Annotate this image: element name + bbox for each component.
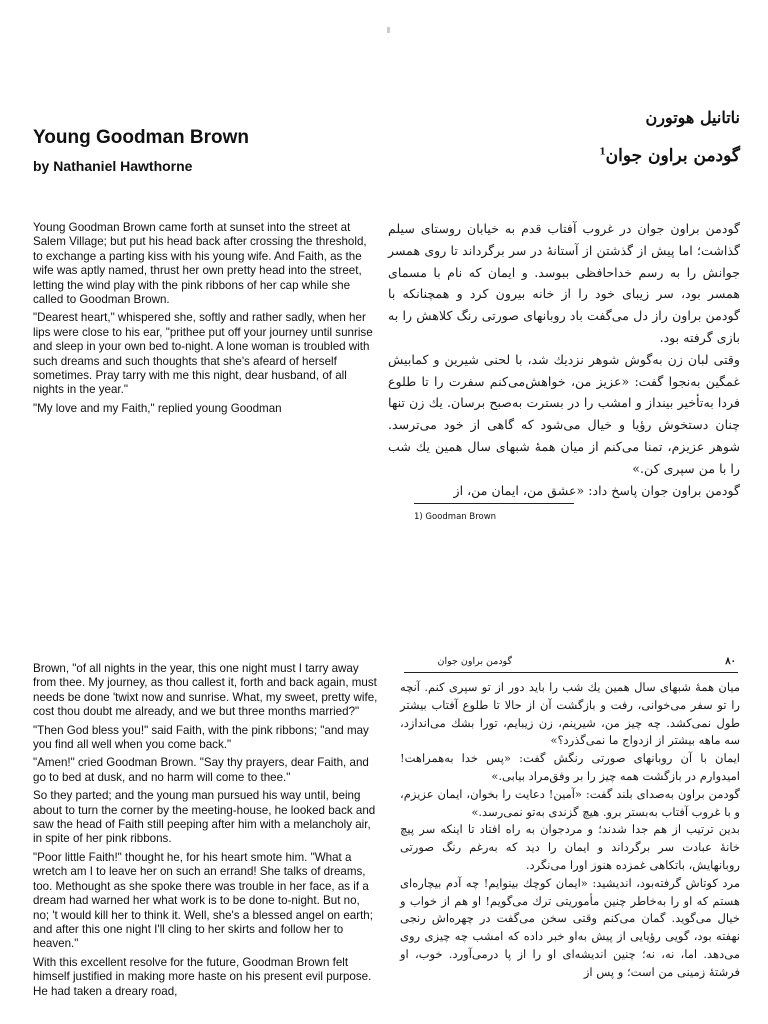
persian-paragraph: گودمن براون به‌صدای بلند گفت: «آمین! دعایت را بخوان، ایمان عزیزم، و با غروب آفتاب به‌بستر برو. هیچ گزندی به‌تو نمی‌رسد.» [400, 786, 740, 819]
persian-text-bottom [400, 679, 740, 982]
english-paragraph: So they parted; and the young man pursued his way until, being about to turn the corner by the meeting-house, he looked back and saw the head of Faith still peeping after him with a melancholy air, in spite of her pink ribbons. [33, 789, 376, 846]
persian-title-footnote-mark: 1 [599, 147, 606, 158]
footnote: 1) Goodman Brown [414, 512, 497, 522]
persian-page-number: ۸۰ [725, 656, 736, 667]
scan-speck [387, 27, 390, 33]
english-paragraph: Brown, "of all nights in the year, this one night must I tarry away from thee. My journey, as thou callest it, forth and back again, must needs be done 'twixt now and sunrise. What, my sweet, pretty wife, cost thou doubt me already, and we but three months married?" [33, 662, 378, 719]
persian-paragraph: گودمن براون جوان پاسخ داد: «عشق من، ایمان من، از [453, 482, 740, 498]
english-paragraph: "Amen!" cried Goodman Brown. "Say thy prayers, dear Faith, and go to bed at dusk, and no harm will come to thee." [33, 756, 369, 784]
persian-paragraph: مرد کوتاش گرفته‌بود، اندیشید: «ایمان کوچك بینوایم! چه آدم بیچاره‌ای هستم که او را به‌خاطر چنین مأموریتی ترك می‌گویم! او هم از خواب و خیال می‌گوید. گمان می‌کنم وقتی سخن می‌گفت در چهره‌اش رنجی نهفته بود، گویی رؤیایی از پیش به‌او خبر داده که امشب چه چیزی روی می‌دهد. اما، نه، نه؛ چنین اندیشه‌ای او را از پا درمی‌آورد. خوب، او فرشتهٔ زمینی من است؛ و پس از [400, 875, 740, 979]
english-paragraph: "Then God bless you!" said Faith, with the pink ribbons; "and may you find all well when you come back." [33, 723, 369, 752]
english-paragraph: "Dearest heart," whispered she, softly and rather sadly, when her lips were close to his ear, "prithee put off your journey until sunrise and sleep in your own bed to-night. A lone woman is troubled with such dreams and such thoughts that she's afeard of herself sometimes. Pray tarry with me this night, dear husband, of all nights in the year." [33, 311, 373, 397]
persian-author: ناتانیل هوتورن [645, 108, 740, 127]
persian-paragraph: ایمان با آن روبانهای صورتی رنگش گفت: «پس خدا به‌همراهت! امیدوارم در بازگشت همه چیز را بر وفق‌مراد بیابی.» [400, 751, 740, 783]
english-paragraph: "My love and my Faith," replied young Goodman [33, 401, 282, 415]
footnote-divider [414, 503, 574, 504]
english-paragraph: Young Goodman Brown came forth at sunset into the street at Salem Village; but put his head back after crossing the threshold, to exchange a parting kiss with his young wife. And Faith, as the wife was aptly named, thrust her own pretty head into the street, letting the wind play with the pink ribbons of her cap while she called to Goodman Brown. [33, 221, 367, 307]
english-byline: by Nathaniel Hawthorne [33, 158, 193, 174]
persian-paragraph: میان همهٔ شبهای سال همین یك شب را باید دور از تو سپری کنم. آنچه را تو سفر می‌خوانی، رفت و بازگشت آن از حالا تا طلوع آفتاب بیشتر طول نمی‌کشد. چه چیز من، شیرینم، زن زیبایم، تورا بشك می‌اندازد، سه ماهه بیشتر از ازدواج ما نمی‌گذرد؟» [400, 680, 740, 748]
english-text-top [33, 221, 378, 420]
persian-title [599, 146, 740, 166]
persian-paragraph: گودمن براون جوان در غروب آفتاب قدم به خیابان روستای سیلم گذاشت؛ اما پیش از گذشتن از آستانهٔ در سر برگرداند تا روی همسر جوانش را به رسم خداحافظی ببوسد. و ایمان که نام با مسمای همسر بود، سر زیبای خود را از خانه بیرون کرد و همچنانکه با گودمن براون راز دل می‌گفت باد روبانهای صورتی رنگ کلاهش را به بازی گرفته بود. [388, 221, 740, 345]
english-paragraph: "Poor little Faith!" thought he, for his heart smote him. "What a wretch am I to leave her on such an errand! She talks of dreams, too. Methought as she spoke there was trouble in her face, as if a dream had warned her what work is to be done to-night. But no, no; 't would kill her to think it. Well, she's a blessed angel on earth; and after this one night I'll cling to her skirts and follow her to heaven." [33, 850, 373, 951]
persian-title-text: گودمن براون جوان [605, 146, 740, 166]
english-title: Young Goodman Brown [33, 127, 250, 148]
persian-running-header [404, 656, 738, 673]
persian-running-title: گودمن براون جوان [437, 656, 512, 667]
english-paragraph: With this excellent resolve for the future, Goodman Brown felt himself justified in making more haste on his present evil purpose. He had taken a dreary road, [33, 955, 372, 998]
persian-text-top [388, 218, 740, 501]
english-text-bottom [33, 662, 378, 1003]
persian-paragraph: وقتی لبان زن به‌گوش شوهر نزدیك شد، با لحنی شیرین و کمابیش غمگین به‌نجوا گفت: «عزیز من، خواهش‌می‌کنم سفرت را تا طلوع فردا به‌تأخیر بینداز و امشب را در بسترت به‌صبح برسان. یك زن تنها چنان دستخوش رؤیا و خیال می‌شود که گاهی از خود می‌ترسد. شوهر عزیزم، تمنا می‌کنم از میان همهٔ شبهای سال همین یك شب را با من سپری کن.» [388, 351, 740, 476]
persian-paragraph: بدین ترتیب از هم جدا شدند؛ و مردجوان به راه افتاد تا اینکه سر پیچ خانهٔ عبادت سر برگرداند و ایمان را دید که به‌رغم رنگ صورتی روبانهایش، باتکاهی غمزده هنوز اورا می‌نگرد. [400, 822, 740, 872]
